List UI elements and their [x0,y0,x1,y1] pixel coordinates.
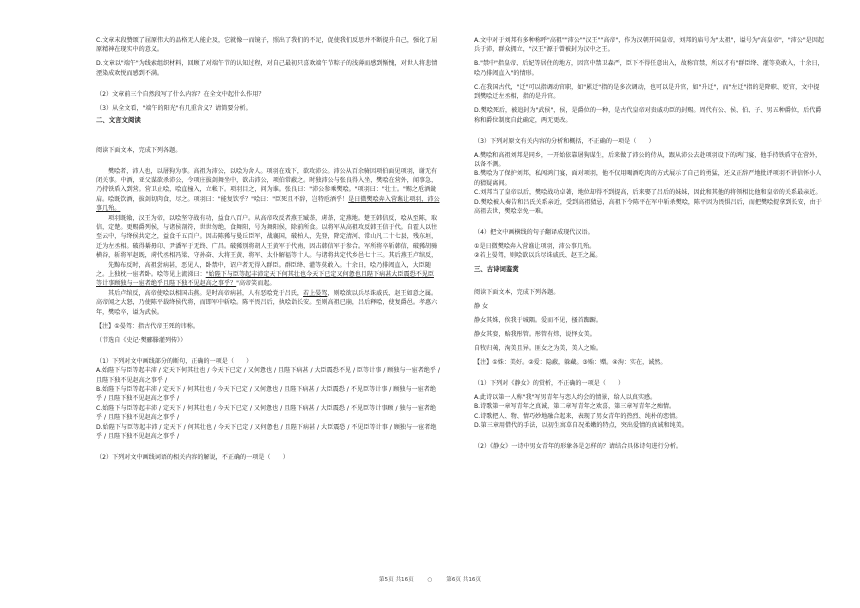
choice-c: C.始陛下与臣等起丰沛 / 定天下 / 何其壮也 / 今天下已定 / 又何惫也 / 且陛下病甚 / 大臣震恐 / 不见臣等计事顾 / 独与一宦者绝乎 / 且陛下独不见赵高之事乎 / [96,404,437,422]
binding-circle-icon: ○ [427,577,433,583]
poem-question-1: （1）下列对《静女》的赏析，不正确的一项是（ ） [474,379,625,387]
passage-text: "高帝笑而起。 [236,280,276,288]
passage-paragraph-3 [96,261,440,289]
option-c: C.文章末段赞颂了屈原伟大的品格无人能企及，它就像一而镜子，照出了我们的不足，促使我们反思并不断提升自己，强化了屈原精神在现实中的意义。 [96,37,438,54]
right-column [474,36,824,452]
poem-choice-c: C.诗歌把人、物、情巧妙地融合起来，表现了男女青年的热烈、纯朴的恋情。 [474,412,682,420]
left-page-number: 第5页 共16页 [378,577,414,583]
section-title-poetry: 三、古诗词鉴赏 [474,265,519,274]
question-2b: （2）下列对文中画线词语的相关内容的解说，不正确的一项是（ ） [96,453,289,461]
choice-c: C.刘邦当了皇帝以后，樊哙战功卓著，地位却得不到提高，后来娶了吕后的妹妹，因此和其他的将领相比他和皇帝的关系最亲近。 [474,189,822,197]
option-c: C.在我国古代，"迁"可以指调动官职，如"累迁"指的是多次调动，也可以是升官，如"升迁"，而"左迁"指的是降职、贬官，文中提到樊哙迁左丞相，指的是升官。 [474,83,820,101]
poem-title: 静 女 [474,302,489,310]
passage-text: 先黥布反时，高祖尝病甚，恶见人，卧禁中，诏户者无得入群臣。群臣绛、灌等莫敢入。十余日，哙乃排闼直入，大臣随之。上独枕一宦者卧。哙等见上流涕曰： [96,261,431,279]
poem-line-2: 静女其娈，贻我彤管。彤管有炜，说怿女美。 [474,330,596,338]
passage-text: 樊哙者，沛人也，以屠狗为事。高祖为沛公，以哙为舍人。项羽在戏下，欲攻沛公。沛公从百余骑因项伯面见项羽，谢无有闭关事。中酒，亚父谋欲杀沛公，令项庄拔剑舞坐中，欲击沛公，项伯常蔽之。时独沛公与张良得入坐，樊哙在营外，闻事急，乃持铁盾入到营。营卫止哙，哙直撞入，立帐下。项羽目之，问为谁。张良曰："沛公参乘樊哙。"项羽曰："壮士。"赐之卮酒彘肩。哙既饮酒，拔剑切肉食，尽之。项羽曰："能复饮乎？"哙曰："臣死且不辞，岂特卮酒乎！ [96,167,438,203]
choice-d: D.始陛下与臣等起丰沛 / 定天下 / 何其壮也 / 今天下已定 / 又何惫也 / 且陛下病甚 / 大臣震恐 / 不见臣等计事 / 顾独与一宦者绝乎 / 且陛下独不见赵高之事乎 / [96,423,437,440]
choice-b: B.樊哙为了保护刘邦，私闯鸿门宴，面对项羽，他不仅用喝酒吃肉的方式展示了自己的勇猛，还义正辞严地批评项羽不讲信怀小人的猜疑离间。 [474,170,822,187]
choice-a: A.樊哙和高祖刘邦是同乡，一开始依靠屠狗谋生，后来做了沛公的侍从，跟从沛公去赴项羽设下的鸿门宴，他手持铁盾守在营外，以备不测。 [474,151,822,169]
passage-paragraph-1 [96,167,440,214]
poem-line-1: 静女其姝，俟我于城隅。爱而不见，搔首踟蹰。 [474,316,602,324]
poem-line-3: 自牧归荑，洵美且异。匪女之为美，美人之贻。 [474,344,602,352]
translation-2: ②若上晏驾，则哙欲以兵尽诛戚氏、赵王之属。 [474,252,602,260]
choice-b: B.始陛下与臣等起丰沛 / 定天下 / 何其壮也 / 今天下已定 / 又何惫也 / 且陛下病甚 / 大臣震恐 / 不见臣等计事 / 顾独与一宦者绝乎 / 且陛下独不见赵高之事乎 / [96,385,436,403]
option-d: D.文章以"端午"为线索组织材料，回顾了对端午节的认知过程，对自己最初只喜欢端午节粽子的浅薄而感到惭愧，对世人将悲情湮染成欢悦而感到不满。 [96,60,438,77]
source-citation: （节选自《史记·樊郦滕灌列传》） [96,336,187,344]
translation-1: ①是日微樊哙奔入营谯让项羽，沛公事几殆。 [474,243,596,251]
question-3: （3）下列对原文有关内容的分析和概括，不正确的一项是（ ） [474,137,655,145]
choice-a: A.始陛下与臣等起丰沛 / 定天下何其壮也 / 今天下已定 / 又何惫也 / 且陛下病甚 / 大臣震恐不见 / 臣等计事 / 顾独与一宦者绝乎 / 且陛下独不见赵高之事乎 / [96,367,440,384]
page-footer [0,575,860,583]
question-4: （4）把文中画横线的句子翻译成现代汉语。 [474,229,594,237]
question-2: （2）文章前三个自然段写了什么内容？在全文中起什么作用？ [96,90,265,98]
right-page-number: 第6页 共16页 [446,577,482,583]
underlined-word: 若上晏驾 [303,289,328,297]
option-d: D.樊哙死后，被追封为"武侯"，侯，是爵位的一种，是古代皇帝对贵戚功臣的封赐。周代有公、侯、伯、子、男五种爵位，后代爵称和爵位制度自此确定，两无更改。 [474,107,822,124]
passage-text: 其后卢绾反，高帝使哙以相国击燕。是时高帝病甚，人有恶哙党于吕氏， [108,289,303,297]
question-1: （1）下列对文中画线部分的断句，正确的一项是（ ） [96,357,253,365]
poem-note: 【注】①姝：美好。②爱：隐蔽，躲藏。③贻：赠。④洵：实在，诚然。 [474,358,667,366]
instructions: 阅读下面文本，完成下列各题。 [96,146,182,154]
option-a: A.文中对于刘邦有多种称呼"高祖""沛公""汉王""高帝"，作为汉朝开国皇帝，刘邦的庙号为"太祖"，谥号为"高皇帝"，"沛公"是因起兵于沛，群众拥立，"汉王"源于曾被封为汉中之王。 [474,37,824,54]
option-b: B."禁中"指皇帝、后妃等居住的地方，因宫中禁卫森严，臣下不得任意出入，故称宫禁，所以才有"群臣绛、灌等莫敢入，十余日，哙乃排闼直入"的情形。 [474,60,824,77]
question-3: （3）从全文看，"端午的阳光"有几重含义？请简要分析。 [96,104,252,112]
instructions: 阅读下面文本，完成下列各题。 [474,288,560,296]
footnote: 【注】①晏驾：指古代帝王死的讳称。 [96,322,199,330]
poem-choice-a: A.此诗以第一人称"我"写男青年与恋人约会的情景，给人以真实感。 [474,393,657,401]
passage-paragraph-2: 项羽既飨，汉王为帝，以哙坚守战有功，益食八百户。从高帝攻反者燕王臧荼，虏荼，定燕地。楚王韩信反，哙从至陈，取信，定楚。更赐爵列侯，与诸侯剖符，世世勿绝，食舞阳，号为舞阳侯，除前所食。以将军从高祖攻反韩王信于代。自霍人以往至云中，与绛侯共定之，益食千五百户。因击陈豨与曼丘臣军，战襄国，破柏人，先登，降定清河、常山凡二十七县，残东垣，迁为左丞相。破得綦毋卬、尹潘军于无终、广昌。破豨别将胡人王黄军于代南，因击韩信军于参合。军所将卒斩韩信，破豨胡骑横谷，斩将军赵既，虏代丞相冯梁、守孙奋、大将王黄、将军、太仆解福等十人。与诸将共定代乡邑七十三。其后燕王卢绾反， [96,214,438,260]
underlined-passage: "始陛下与臣等起丰沛定天下何其壮也今天下已定又何惫也且陛下病甚大臣震恐不见臣等计事顾独与一宦者绝乎且陛下独不见赵高之事乎？ [96,271,434,288]
section-title-classical: 二、文言文阅读 [96,116,141,125]
choice-d: D.樊哙被人奏告和吕氏关系亲近，受到高祖猜忌，高祖下令陈平在军中斩杀樊哙，陈平因为畏惧吕后，而把樊哙捉拿到长安，由于高祖去世，樊哙幸免一难。 [474,198,822,216]
left-column [96,36,440,462]
underlined-sentence-1: 是日微樊哙奔入营谯让项羽，沛公事几殆。 [96,195,440,213]
passage-paragraph-4 [96,289,440,317]
passage-text: 高帝闻之大怒，乃使陈平载绛侯代将，而即军中斩哙。陈平畏吕后，执哙诣长安。至则高祖已崩，吕后释哙，使复爵邑。孝惠六年，樊哙卒，谥为武侯。 [96,299,438,316]
poem-choice-b: B.诗歌第一章写青年之真诚，第二章写青年之欢喜，第三章写青年之痴情。 [474,403,676,411]
poem-question-2: （2）《静女》一诗中男女青年的形象各是怎样的？请结合具体诗句进行分析。 [474,443,683,451]
poem-choice-d: D.第三章用借代的手法，以初生寓草自况柔嫩的特点，突出爱情的真诚和纯美。 [474,422,688,430]
passage-text: ，则哙欲以兵尽诛戚氏、赵王如意之属。 [327,289,438,297]
